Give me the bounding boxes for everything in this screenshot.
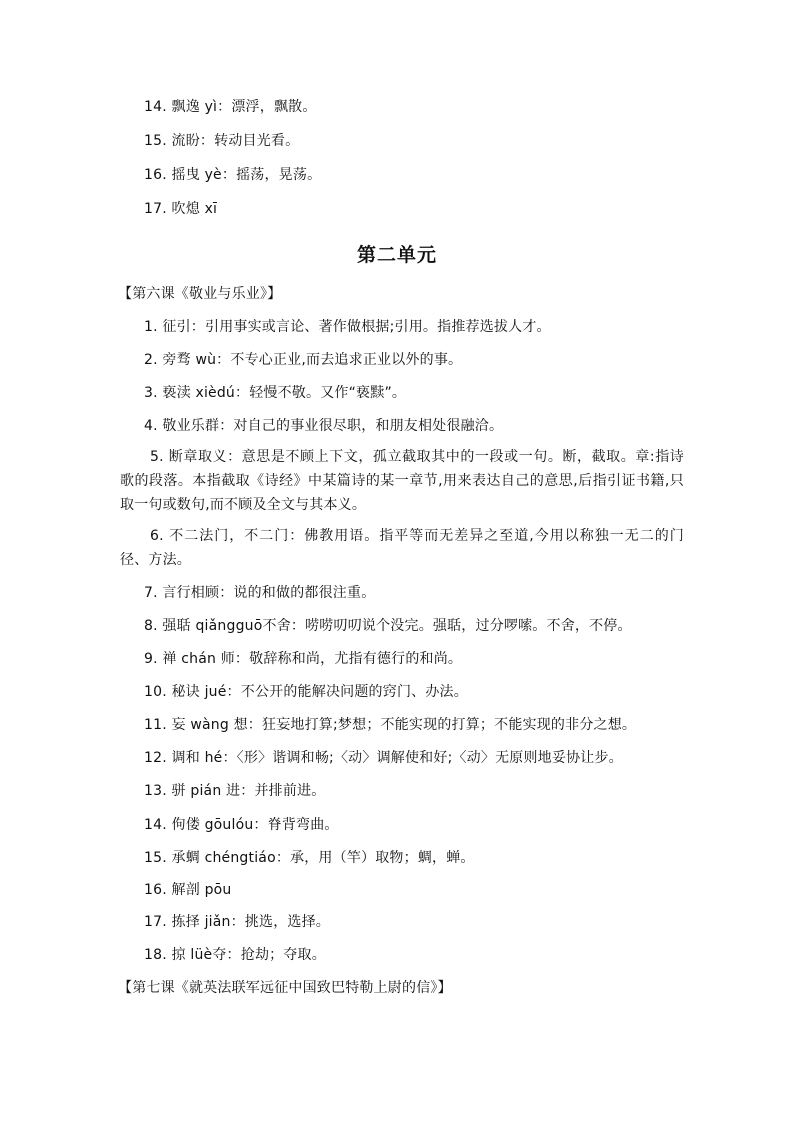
vocab-paragraph: 5. 断章取义：意思是不顾上下文，孤立截取其中的一段或一句。断，截取。章:指诗歌的段落。本指截取《诗经》中某篇诗的某一章节,用来表达自己的意思,后指引证书籍,只取一句或数句,而不顾及全文与其本义。 — [120, 449, 684, 513]
vocab-item: 9. 禅 chán 师：敬辞称和尚，尤指有德行的和尚。 — [144, 651, 463, 667]
unit-title: 第二单元 — [356, 244, 437, 266]
lesson-6-heading: 【第六课《敬业与乐业》】 — [118, 286, 282, 302]
vocab-paragraph: 6. 不二法门，不二门：佛教用语。指平等而无差异之至道,今用以称独一无二的门径、方法。 — [120, 528, 684, 568]
vocab-item: 15. 承蜩 chéngtiáo：承，用（竿）取物；蜩，蝉。 — [144, 850, 475, 866]
vocab-item: 4. 敬业乐群：对自己的事业很尽职，和朋友相处很融洽。 — [144, 418, 504, 434]
lesson-7-heading: 【第七课《就英法联军远征中国致巴特勒上尉的信》】 — [118, 980, 452, 996]
vocab-item: 3. 亵渎 xièdú：轻慢不敬。又作“亵黩”。 — [144, 385, 407, 401]
vocab-item: 2. 旁骛 wù：不专心正业,而去追求正业以外的事。 — [144, 352, 463, 368]
vocab-item: 8. 强聒 qiǎngguō不舍：唠唠叨叨说个没完。强聒，过分啰嗦。不舍，不停。 — [144, 618, 632, 634]
vocab-item: 15. 流盼：转动目光看。 — [144, 133, 300, 149]
vocab-item: 16. 解剖 pōu — [144, 882, 232, 898]
vocab-item: 14. 佝偻 gōulóu：脊背弯曲。 — [144, 817, 339, 833]
vocab-item: 16. 摇曳 yè：摇荡，晃荡。 — [144, 167, 322, 183]
vocab-item: 10. 秘诀 jué：不公开的能解决问题的窍门、办法。 — [144, 684, 468, 700]
vocab-item: 14. 飘逸 yì：漂浮，飘散。 — [144, 99, 317, 115]
vocab-item: 11. 妄 wàng 想：狂妄地打算;梦想；不能实现的打算；不能实现的非分之想。 — [144, 717, 637, 733]
vocab-item: 1. 征引：引用事实或言论、著作做根据;引用。指推荐选拔人才。 — [144, 319, 551, 335]
vocab-item: 13. 骈 pián 进：并排前进。 — [144, 783, 326, 799]
vocab-item: 17. 吹熄 xī — [144, 201, 218, 217]
vocab-item: 18. 掠 lüè夺：抢劫；夺取。 — [144, 947, 326, 963]
vocab-item: 17. 拣择 jiǎn：挑选，选择。 — [144, 914, 330, 930]
vocab-item: 12. 调和 hé：〈形〉谐调和畅;〈动〉调解使和好;〈动〉无原则地妥协让步。 — [144, 750, 623, 766]
vocab-item: 7. 言行相顾：说的和做的都很注重。 — [144, 585, 376, 601]
